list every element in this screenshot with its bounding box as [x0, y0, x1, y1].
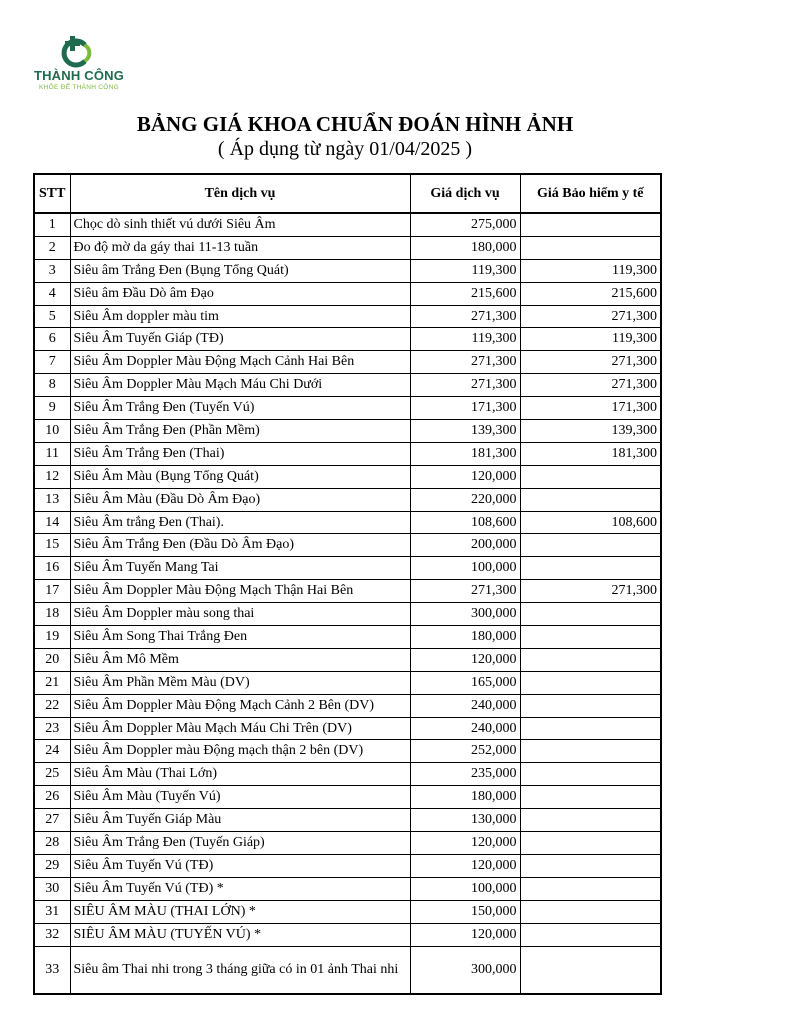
table-row: [34, 236, 661, 259]
row-price: 100,000: [410, 557, 520, 580]
row-insurance: 119,300: [520, 328, 661, 351]
table-row: [34, 626, 661, 649]
row-stt: 11: [34, 442, 70, 465]
row-service: SIÊU ÂM MÀU (THAI LỚN) *: [70, 900, 410, 923]
row-insurance: [520, 488, 661, 511]
table-row: [34, 809, 661, 832]
row-insurance: [520, 236, 661, 259]
row-insurance: [520, 648, 661, 671]
row-insurance: 119,300: [520, 259, 661, 282]
table-row: [34, 511, 661, 534]
row-service: Siêu Âm Màu (Thai Lớn): [70, 763, 410, 786]
row-stt: 28: [34, 832, 70, 855]
table-row: [34, 420, 661, 443]
row-price: 119,300: [410, 259, 520, 282]
row-insurance: 271,300: [520, 580, 661, 603]
row-service: SIÊU ÂM MÀU (TUYẾN VÚ) *: [70, 923, 410, 946]
row-service: Siêu Âm doppler màu tim: [70, 305, 410, 328]
row-insurance: [520, 900, 661, 923]
table-row: [34, 694, 661, 717]
table-row: [34, 351, 661, 374]
row-insurance: [520, 534, 661, 557]
row-stt: 27: [34, 809, 70, 832]
table-row: [34, 946, 661, 994]
row-price: 150,000: [410, 900, 520, 923]
row-price: 120,000: [410, 648, 520, 671]
table-row: [34, 717, 661, 740]
row-price: 180,000: [410, 626, 520, 649]
row-service: Siêu Âm Song Thai Trắng Đen: [70, 626, 410, 649]
row-stt: 14: [34, 511, 70, 534]
table-row: [34, 832, 661, 855]
table-row: [34, 740, 661, 763]
table-row: [34, 305, 661, 328]
row-price: 271,300: [410, 374, 520, 397]
row-stt: 31: [34, 900, 70, 923]
row-insurance: 139,300: [520, 420, 661, 443]
header-stt: STT: [34, 174, 70, 213]
table-row: [34, 786, 661, 809]
row-insurance: [520, 213, 661, 236]
row-price: 300,000: [410, 946, 520, 994]
row-stt: 9: [34, 397, 70, 420]
row-price: 120,000: [410, 832, 520, 855]
table-row: [34, 397, 661, 420]
table-row: [34, 374, 661, 397]
logo-mark-icon: [56, 36, 100, 68]
row-price: 300,000: [410, 603, 520, 626]
row-insurance: [520, 877, 661, 900]
row-insurance: [520, 809, 661, 832]
row-price: 215,600: [410, 282, 520, 305]
row-price: 271,300: [410, 351, 520, 374]
table-row: [34, 877, 661, 900]
row-insurance: 271,300: [520, 374, 661, 397]
price-table: [33, 173, 662, 995]
row-price: 171,300: [410, 397, 520, 420]
row-insurance: [520, 694, 661, 717]
row-insurance: [520, 832, 661, 855]
table-row: [34, 465, 661, 488]
row-service: Đo độ mờ da gáy thai 11-13 tuần: [70, 236, 410, 259]
row-stt: 1: [34, 213, 70, 236]
row-service: Siêu Âm Tuyến Giáp (TĐ): [70, 328, 410, 351]
row-service: Chọc dò sinh thiết vú dưới Siêu Âm: [70, 213, 410, 236]
header-price: Giá dịch vụ: [410, 174, 520, 213]
row-stt: 21: [34, 671, 70, 694]
row-service: Siêu âm Đầu Dò âm Đạo: [70, 282, 410, 305]
row-stt: 16: [34, 557, 70, 580]
row-service: Siêu âm Trắng Đen (Bụng Tổng Quát): [70, 259, 410, 282]
row-price: 235,000: [410, 763, 520, 786]
table-row: [34, 763, 661, 786]
row-insurance: [520, 854, 661, 877]
row-stt: 20: [34, 648, 70, 671]
table-row: [34, 328, 661, 351]
row-service: Siêu âm Thai nhi trong 3 tháng giữa có in 01 ảnh Thai nhi: [70, 946, 410, 994]
table-row: [34, 854, 661, 877]
row-service: Siêu Âm Mô Mềm: [70, 648, 410, 671]
table-row: [34, 603, 661, 626]
row-service: Siêu Âm Màu (Tuyến Vú): [70, 786, 410, 809]
row-stt: 19: [34, 626, 70, 649]
row-price: 240,000: [410, 717, 520, 740]
row-stt: 29: [34, 854, 70, 877]
row-price: 271,300: [410, 580, 520, 603]
row-price: 180,000: [410, 236, 520, 259]
row-service: Siêu Âm Trắng Đen (Đầu Dò Âm Đạo): [70, 534, 410, 557]
row-insurance: 271,300: [520, 351, 661, 374]
row-insurance: [520, 923, 661, 946]
row-price: 165,000: [410, 671, 520, 694]
table-row: [34, 259, 661, 282]
table-row: [34, 488, 661, 511]
row-insurance: 108,600: [520, 511, 661, 534]
row-insurance: [520, 603, 661, 626]
row-price: 120,000: [410, 854, 520, 877]
clinic-logo: [30, 36, 130, 96]
row-service: Siêu Âm trắng Đen (Thai).: [70, 511, 410, 534]
row-service: Siêu Âm Doppler Màu Động Mạch Cảnh Hai Bên: [70, 351, 410, 374]
row-stt: 5: [34, 305, 70, 328]
row-price: 220,000: [410, 488, 520, 511]
row-price: 181,300: [410, 442, 520, 465]
row-service: Siêu Âm Tuyến Giáp Màu: [70, 809, 410, 832]
row-price: 271,300: [410, 305, 520, 328]
row-service: Siêu Âm Doppler màu Động mạch thận 2 bên (DV): [70, 740, 410, 763]
row-price: 120,000: [410, 465, 520, 488]
table-row: [34, 648, 661, 671]
row-stt: 6: [34, 328, 70, 351]
row-service: Siêu Âm Doppler Màu Động Mạch Cảnh 2 Bên (DV): [70, 694, 410, 717]
table-row: [34, 282, 661, 305]
header-service: Tên dịch vụ: [70, 174, 410, 213]
row-insurance: 215,600: [520, 282, 661, 305]
row-stt: 8: [34, 374, 70, 397]
row-stt: 2: [34, 236, 70, 259]
row-stt: 12: [34, 465, 70, 488]
row-service: Siêu Âm Trắng Đen (Phần Mềm): [70, 420, 410, 443]
row-stt: 26: [34, 786, 70, 809]
row-stt: 33: [34, 946, 70, 994]
row-stt: 30: [34, 877, 70, 900]
row-service: Siêu Âm Màu (Đầu Dò Âm Đạo): [70, 488, 410, 511]
table-row: [34, 923, 661, 946]
row-insurance: [520, 671, 661, 694]
row-service: Siêu Âm Màu (Bụng Tổng Quát): [70, 465, 410, 488]
row-service: Siêu Âm Tuyến Vú (TĐ) *: [70, 877, 410, 900]
row-insurance: [520, 626, 661, 649]
row-insurance: 271,300: [520, 305, 661, 328]
table-row: [34, 213, 661, 236]
table-header-row: [34, 174, 661, 213]
row-service: Siêu Âm Doppler Màu Mạch Máu Chi Trên (DV): [70, 717, 410, 740]
row-service: Siêu Âm Trắng Đen (Tuyến Giáp): [70, 832, 410, 855]
row-insurance: [520, 557, 661, 580]
row-insurance: [520, 717, 661, 740]
row-stt: 22: [34, 694, 70, 717]
row-price: 180,000: [410, 786, 520, 809]
row-price: 100,000: [410, 877, 520, 900]
row-price: 139,300: [410, 420, 520, 443]
row-price: 130,000: [410, 809, 520, 832]
row-stt: 32: [34, 923, 70, 946]
row-stt: 15: [34, 534, 70, 557]
row-insurance: 181,300: [520, 442, 661, 465]
row-insurance: [520, 740, 661, 763]
row-price: 200,000: [410, 534, 520, 557]
row-price: 108,600: [410, 511, 520, 534]
row-price: 252,000: [410, 740, 520, 763]
row-service: Siêu Âm Phần Mềm Màu (DV): [70, 671, 410, 694]
row-service: Siêu Âm Doppler Màu Mạch Máu Chi Dưới: [70, 374, 410, 397]
row-price: 275,000: [410, 213, 520, 236]
table-row: [34, 671, 661, 694]
row-stt: 13: [34, 488, 70, 511]
table-row: [34, 534, 661, 557]
row-service: Siêu Âm Tuyến Vú (TĐ): [70, 854, 410, 877]
row-stt: 4: [34, 282, 70, 305]
row-service: Siêu Âm Trắng Đen (Tuyến Vú): [70, 397, 410, 420]
row-insurance: 171,300: [520, 397, 661, 420]
row-stt: 17: [34, 580, 70, 603]
logo-name: THÀNH CÔNG: [33, 68, 125, 83]
row-stt: 7: [34, 351, 70, 374]
row-stt: 18: [34, 603, 70, 626]
row-insurance: [520, 946, 661, 994]
table-row: [34, 580, 661, 603]
row-service: Siêu Âm Trắng Đen (Thai): [70, 442, 410, 465]
row-service: Siêu Âm Doppler màu song thai: [70, 603, 410, 626]
row-price: 240,000: [410, 694, 520, 717]
row-stt: 23: [34, 717, 70, 740]
row-insurance: [520, 786, 661, 809]
logo-tagline: KHỎE ĐỂ THÀNH CÔNG: [38, 84, 120, 91]
row-stt: 10: [34, 420, 70, 443]
header-insurance: Giá Bảo hiểm y tế: [520, 174, 661, 213]
row-stt: 3: [34, 259, 70, 282]
row-service: Siêu Âm Doppler Màu Động Mạch Thận Hai Bên: [70, 580, 410, 603]
effective-date: ( Áp dụng từ ngày 01/04/2025 ): [217, 138, 473, 160]
table-row: [34, 900, 661, 923]
row-stt: 25: [34, 763, 70, 786]
table-row: [34, 442, 661, 465]
row-price: 119,300: [410, 328, 520, 351]
row-price: 120,000: [410, 923, 520, 946]
page-title: BẢNG GIÁ KHOA CHUẨN ĐOÁN HÌNH ẢNH: [136, 112, 574, 136]
table-row: [34, 557, 661, 580]
row-insurance: [520, 763, 661, 786]
row-service: Siêu Âm Tuyến Mang Tai: [70, 557, 410, 580]
row-stt: 24: [34, 740, 70, 763]
row-insurance: [520, 465, 661, 488]
